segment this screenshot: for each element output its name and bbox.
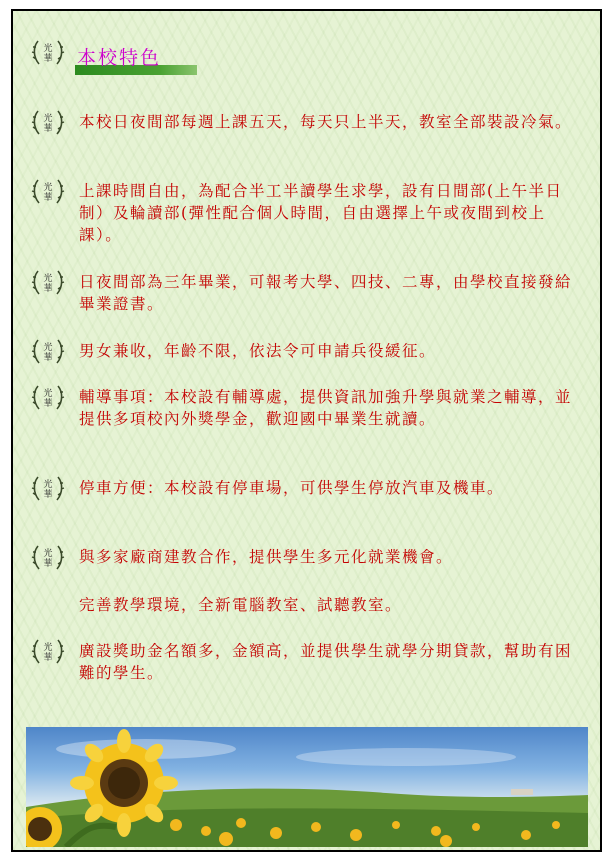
list-item bbox=[31, 594, 586, 616]
svg-text:光: 光 bbox=[43, 549, 53, 559]
svg-text:華: 華 bbox=[43, 653, 53, 663]
svg-text:華: 華 bbox=[43, 54, 53, 64]
svg-text:光: 光 bbox=[43, 643, 53, 653]
svg-text:華: 華 bbox=[43, 490, 53, 500]
page-title: 本校特色 bbox=[77, 47, 162, 69]
item-text: 廣設獎助金名額多，金額高，並提供學生就學分期貸款，幫助有困難的學生。 bbox=[79, 642, 573, 682]
page-frame bbox=[11, 9, 602, 852]
school-emblem-icon bbox=[31, 473, 65, 503]
school-emblem-icon bbox=[31, 542, 65, 572]
list-item bbox=[31, 340, 586, 362]
sunflower-field-image bbox=[26, 727, 588, 847]
svg-text:光: 光 bbox=[43, 343, 53, 353]
item-text: 完善教學環境，全新電腦教室、試聽教室。 bbox=[79, 596, 403, 614]
list-item bbox=[31, 640, 586, 684]
list-item bbox=[31, 180, 586, 246]
item-text: 停車方便：本校設有停車場，可供學生停放汽車及機車。 bbox=[79, 479, 505, 497]
school-emblem-icon bbox=[31, 636, 65, 666]
svg-text:華: 華 bbox=[43, 399, 53, 409]
svg-text:華: 華 bbox=[43, 559, 53, 569]
svg-text:華: 華 bbox=[43, 353, 53, 363]
svg-text:光: 光 bbox=[43, 44, 53, 54]
school-emblem-icon bbox=[31, 107, 65, 137]
list-item bbox=[31, 386, 586, 430]
school-emblem-icon bbox=[31, 267, 65, 297]
list-item bbox=[31, 477, 586, 499]
school-emblem-icon bbox=[31, 382, 65, 412]
school-emblem-icon bbox=[31, 176, 65, 206]
item-text: 日夜間部為三年畢業，可報考大學、四技、二專，由學校直接發給畢業證書。 bbox=[79, 273, 573, 313]
school-emblem-icon bbox=[31, 37, 65, 67]
item-text: 上課時間自由，為配合半工半讀學生求學，設有日間部(上午半日制）及輪讀部(彈性配合個人時間，自由選擇上午或夜間到校上課）。 bbox=[79, 182, 563, 244]
item-text: 與多家廠商建教合作，提供學生多元化就業機會。 bbox=[79, 548, 454, 566]
item-text: 本校日夜間部每週上課五天，每天只上半天，教室全部裝設冷氣。 bbox=[79, 113, 573, 131]
item-text: 輔導事項：本校設有輔導處，提供資訊加強升學與就業之輔導，並提供多項校內外獎學金，歡迎國中畢業生就讀。 bbox=[79, 388, 573, 428]
item-text: 男女兼收，年齡不限，依法令可申請兵役緩征。 bbox=[79, 342, 437, 360]
svg-text:光: 光 bbox=[43, 389, 53, 399]
svg-text:華: 華 bbox=[43, 124, 53, 134]
svg-text:光: 光 bbox=[43, 114, 53, 124]
school-emblem-icon bbox=[31, 336, 65, 366]
list-item bbox=[31, 111, 586, 133]
svg-text:華: 華 bbox=[43, 193, 53, 203]
svg-text:華: 華 bbox=[43, 284, 53, 294]
svg-text:光: 光 bbox=[43, 480, 53, 490]
svg-text:光: 光 bbox=[43, 183, 53, 193]
list-item bbox=[31, 546, 586, 568]
svg-text:光: 光 bbox=[43, 274, 53, 284]
list-item bbox=[31, 271, 586, 315]
